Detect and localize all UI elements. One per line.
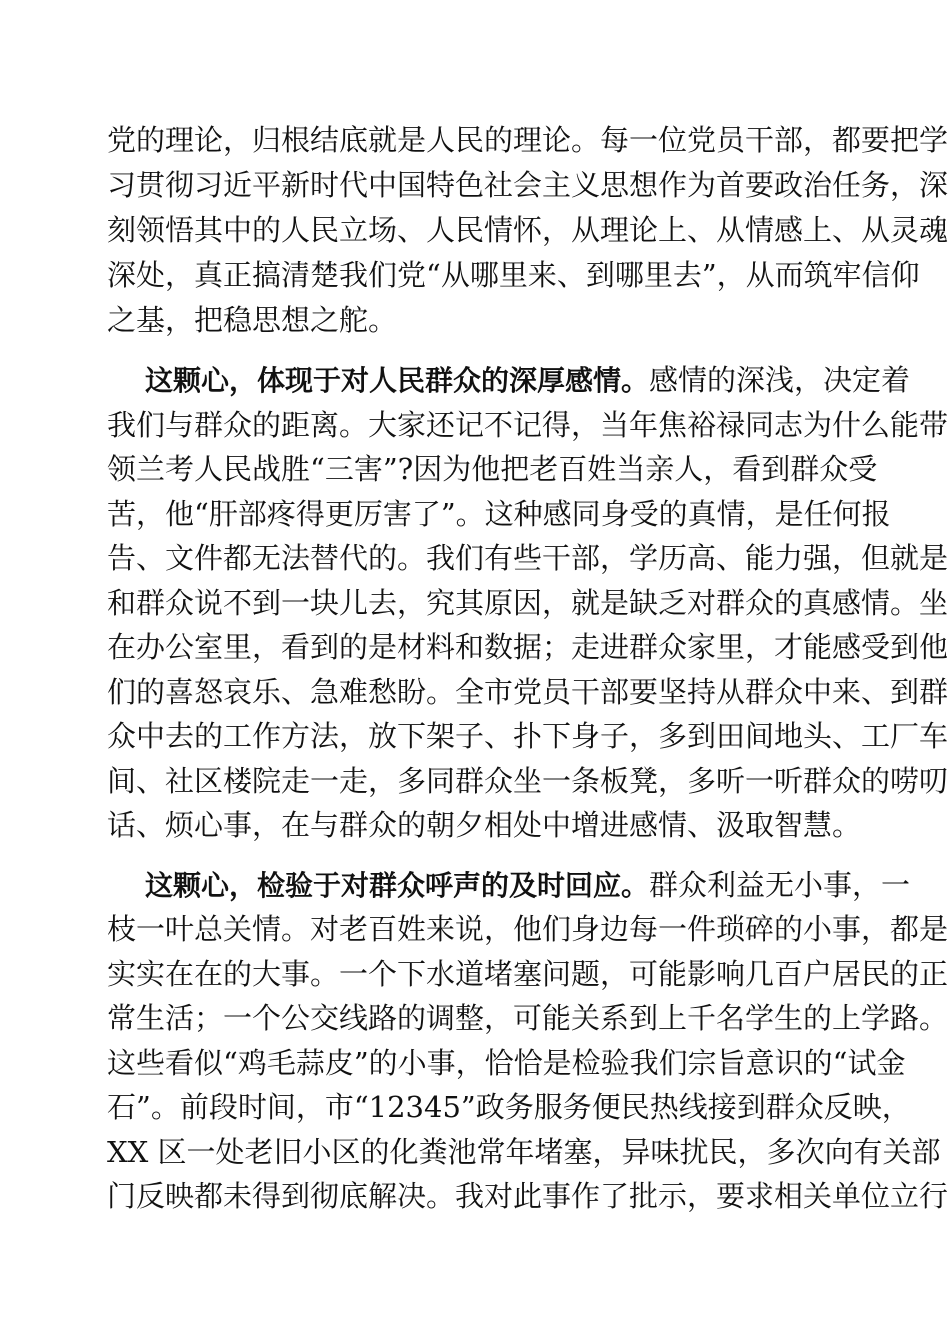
- text-line: 常生活；一个公交线路的调整，可能关系到上千名学生的上学路。: [107, 1001, 949, 1035]
- text-line: 党的理论，归根结底就是人民的理论。每一位党员干部，都要把学: [107, 123, 949, 157]
- text-line: 我们与群众的距离。大家还记不记得，当年焦裕禄同志为什么能带: [107, 407, 949, 442]
- paragraph-heading: 这颗心，体现于对人民群众的深厚感情。: [145, 364, 650, 397]
- text-line: [107, 863, 911, 908]
- text-line: 刻领悟其中的人民立场、人民情怀，从理论上、从情感上、从灵魂: [107, 213, 949, 247]
- text-line: 这些看似“鸡毛蒜皮”的小事，恰恰是检验我们宗旨意识的“试金: [107, 1045, 906, 1080]
- text-line: 石”。前段时间，市“12345”政务服务便民热线接到群众反映，: [107, 1090, 911, 1124]
- text-line: 苦，他“肝部疼得更厉害了”。这种感同身受的真情，是任何报: [107, 496, 891, 531]
- text-line: 们的喜怒哀乐、急难愁盼。全市党员干部要坚持从群众中来、到群: [107, 674, 949, 709]
- document-page: [107, 118, 949, 1219]
- text-line: 在办公室里，看到的是材料和数据；走进群众家里，才能感受到他: [107, 630, 949, 664]
- text-line: 实实在在的大事。一个下水道堵塞问题，可能影响几百户居民的正: [107, 956, 949, 991]
- paragraph-1: [107, 118, 949, 343]
- paragraph-3: [107, 863, 949, 1219]
- lead-text: 感情的深浅，决定着: [649, 363, 911, 397]
- text-line: [107, 358, 911, 403]
- paragraph-heading: 这颗心，检验于对群众呼声的及时回应。: [145, 868, 650, 902]
- text-line: 深处，真正搞清楚我们党“从哪里来、到哪里去”，从而筑牢信仰: [107, 258, 920, 292]
- text-line: 枝一叶总关情。对老百姓来说，他们身边每一件琐碎的小事，都是: [107, 912, 949, 946]
- text-line: XX 区一处老旧小区的化粪池常年堵塞，异味扰民，多次向有关部: [107, 1134, 941, 1169]
- text-line: 众中去的工作方法，放下架子、扑下身子，多到田间地头、工厂车: [107, 719, 949, 753]
- text-line: 门反映都未得到彻底解决。我对此事作了批示，要求相关单位立行: [107, 1179, 949, 1213]
- text-line: 习贯彻习近平新时代中国特色社会主义思想作为首要政治任务，深: [107, 168, 949, 202]
- paragraph-2: [107, 358, 949, 848]
- text-line: 告、文件都无法替代的。我们有些干部，学历高、能力强，但就是: [107, 541, 949, 575]
- text-line: 之基，把稳思想之舵。: [107, 303, 398, 337]
- text-line: 和群众说不到一块儿去，究其原因，就是缺乏对群众的真感情。坐: [107, 585, 949, 620]
- lead-text: 群众利益无小事，一: [649, 867, 911, 902]
- text-line: 领兰考人民战胜“三害”?因为他把老百姓当亲人，看到群众受: [107, 452, 878, 486]
- text-line: 间、社区楼院走一走，多同群众坐一条板凳，多听一听群众的唠叨: [107, 763, 949, 798]
- text-line: 话、烦心事，在与群众的朝夕相处中增进感情、汲取智慧。: [107, 808, 862, 842]
